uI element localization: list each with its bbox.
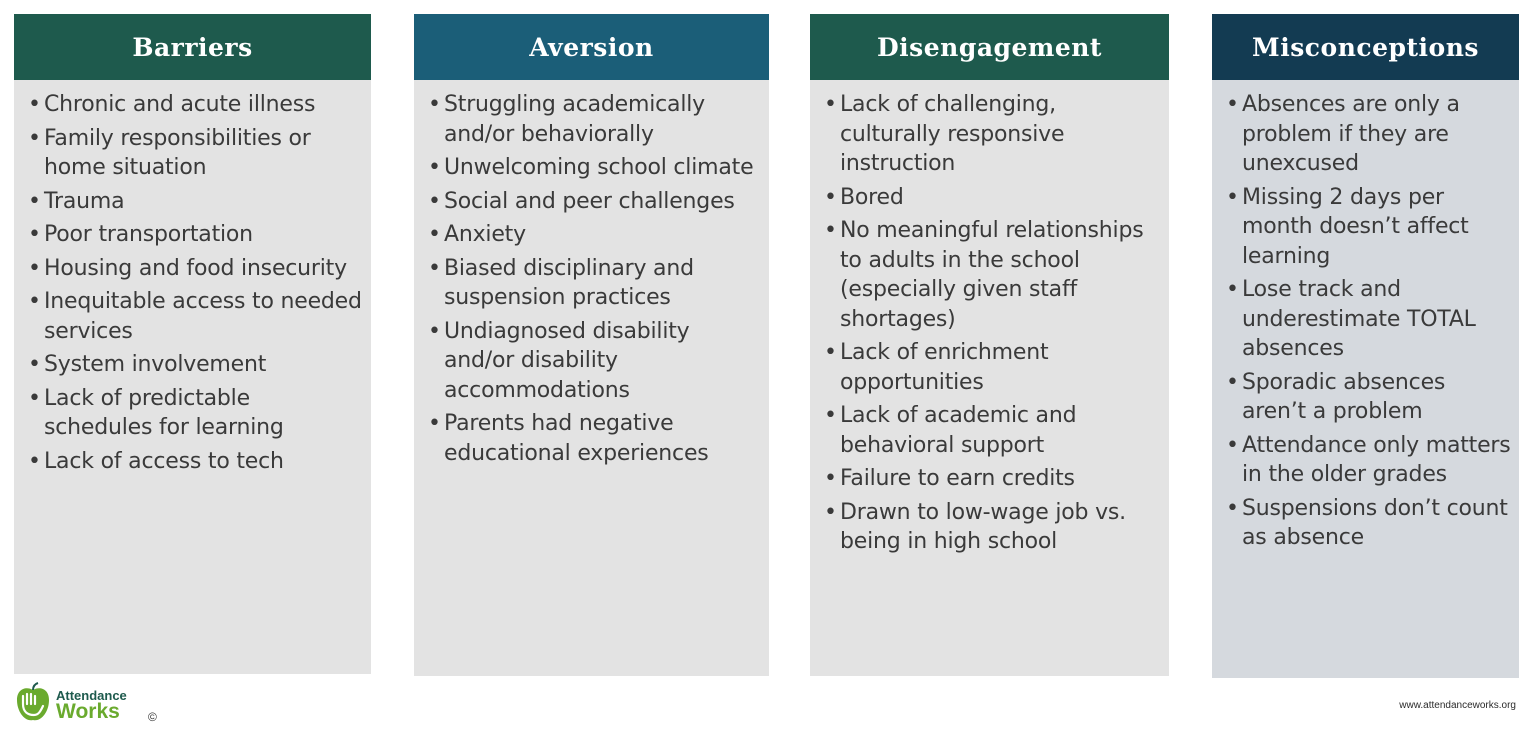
list-item: • No meaningful relationships to adults in the school (especially given staff shortages) [824,216,1161,334]
list-item: • Lack of predictable schedules for learning [28,384,363,443]
column-body-misconceptions [1212,80,1519,678]
list-item: • Anxiety [428,220,761,250]
column-header-disengagement: Disengagement [810,14,1169,80]
list-item: • Absences are only a problem if they are unexcused [1226,90,1511,179]
column-aversion [414,14,769,676]
aversion-list [428,90,761,468]
list-item: • System involvement [28,350,363,380]
list-item: • Lack of access to tech [28,447,363,477]
list-item: • Lack of enrichment opportunities [824,338,1161,397]
list-item: • Struggling academically and/or behaviorally [428,90,761,149]
attendance-works-logo [14,680,174,730]
list-item: • Trauma [28,187,363,217]
list-item: • Bored [824,183,1161,213]
list-item: • Lack of academic and behavioral support [824,401,1161,460]
list-item: • Housing and food insecurity [28,254,363,284]
apple-hand-icon [14,682,52,724]
footer-url: www.attendanceworks.org [1399,700,1516,711]
list-item: • Unwelcoming school climate [428,153,761,183]
list-item: • Attendance only matters in the older grades [1226,431,1511,490]
column-header-aversion: Aversion [414,14,769,80]
list-item: • Family responsibilities or home situation [28,124,363,183]
column-barriers [14,14,371,674]
list-item: • Missing 2 days per month doesn’t affect learning [1226,183,1511,272]
list-item: • Lose track and underestimate TOTAL absences [1226,275,1511,364]
list-item: • Biased disciplinary and suspension practices [428,254,761,313]
list-item: • Inequitable access to needed services [28,287,363,346]
list-item: • Failure to earn credits [824,464,1161,494]
list-item: • Sporadic absences aren’t a problem [1226,368,1511,427]
disengagement-list [824,90,1161,557]
list-item: • Chronic and acute illness [28,90,363,120]
misconceptions-list [1226,90,1511,553]
column-body-barriers [14,80,371,674]
list-item: • Lack of challenging, culturally responsive instruction [824,90,1161,179]
list-item: • Undiagnosed disability and/or disability accommodations [428,317,761,406]
list-item: • Drawn to low-wage job vs. being in high school [824,498,1161,557]
logo-text-works: Works [56,700,120,723]
column-header-barriers: Barriers [14,14,371,80]
barriers-list [28,90,363,476]
list-item: • Parents had negative educational experiences [428,409,761,468]
list-item: • Poor transportation [28,220,363,250]
column-misconceptions [1212,14,1519,678]
copyright-symbol: © [148,710,157,724]
column-header-misconceptions: Misconceptions [1212,14,1519,80]
list-item: • Social and peer challenges [428,187,761,217]
column-disengagement [810,14,1169,676]
logo-text-attendance: Attendance [56,688,127,703]
list-item: • Suspensions don’t count as absence [1226,494,1511,553]
column-body-aversion [414,80,769,676]
column-body-disengagement [810,80,1169,676]
